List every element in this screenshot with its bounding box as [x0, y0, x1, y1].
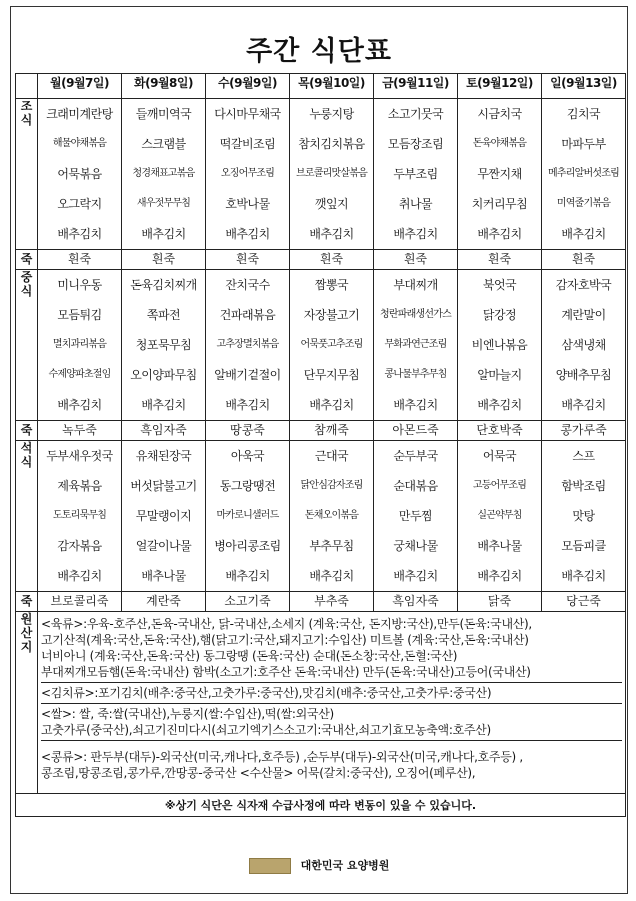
- porridge-label: 죽: [16, 421, 38, 441]
- menu-item: 동그랑땡전: [219, 479, 276, 493]
- menu-item: 시금치국: [477, 107, 522, 121]
- menu-item: 소고기뭇국: [387, 107, 444, 121]
- menu-item: 배추김치: [57, 398, 102, 412]
- menu-item: 북엇국: [482, 278, 517, 292]
- menu-item: 순두부국: [393, 449, 438, 463]
- menu-item: 배추김치: [225, 227, 270, 241]
- menu-item: 청경채표고볶음: [132, 168, 195, 179]
- menu-item: 배추김치: [57, 569, 102, 583]
- notice-text: ※상기 식단은 식자재 수급사정에 따라 변동이 있을 수 있습니다.: [16, 794, 626, 817]
- menu-item: 미역줄기볶음: [556, 198, 611, 209]
- day-header: 수(9월9일): [206, 74, 290, 99]
- menu-item: 호박나물: [225, 197, 270, 211]
- menu-item: 돈채오이볶음: [304, 510, 359, 521]
- menu-item: 깻잎지: [314, 197, 349, 211]
- menu-item: 삼색냉채: [561, 338, 606, 352]
- lunch-label: 중 식: [16, 270, 38, 421]
- menu-item: 메추리알버섯조림: [548, 168, 619, 179]
- menu-item: 누룽지탕: [309, 107, 354, 121]
- menu-item: 배추김치: [57, 227, 102, 241]
- menu-item: 배추김치: [141, 398, 186, 412]
- footer: [11, 857, 627, 875]
- menu-item: 떡갈비조림: [219, 137, 276, 151]
- menu-item: 쪽파전: [146, 308, 181, 322]
- menu-item: 멸치과리볶음: [52, 339, 107, 350]
- menu-item: 얼갈이나물: [135, 539, 192, 553]
- menu-item: 배추김치: [141, 227, 186, 241]
- menu-item: 두부새우젓국: [46, 449, 113, 463]
- lunch-cell: [458, 270, 542, 421]
- day-header: 목(9월10일): [290, 74, 374, 99]
- menu-item: 배추김치: [225, 569, 270, 583]
- menu-item: 콩나물부추무침: [384, 369, 447, 380]
- page-title: 주간 식단표: [246, 36, 392, 67]
- menu-item: 배추김치: [477, 569, 522, 583]
- porridge-cell: 계란죽: [122, 592, 206, 612]
- corner-cell: [16, 74, 38, 99]
- porridge-cell: 닭죽: [458, 592, 542, 612]
- menu-item: 무말랭이지: [135, 509, 192, 523]
- menu-item: 아욱국: [230, 449, 265, 463]
- menu-item: 배추김치: [561, 227, 606, 241]
- porridge-cell: 아몬드죽: [374, 421, 458, 441]
- lunch-cell: [206, 270, 290, 421]
- menu-item: 자장불고기: [303, 308, 360, 322]
- dinner-cell: [206, 441, 290, 592]
- menu-item: 양배추무침: [555, 368, 612, 382]
- menu-item: 닭강정: [482, 308, 517, 322]
- menu-item: 순대볶음: [393, 479, 438, 493]
- porridge-cell: 흑임자죽: [122, 421, 206, 441]
- day-header: 금(9월11일): [374, 74, 458, 99]
- dinner-cell: [542, 441, 626, 592]
- menu-item: 돈육야채볶음: [472, 138, 527, 149]
- dinner-cell: [38, 441, 122, 592]
- lunch-cell: [290, 270, 374, 421]
- breakfast-cell: [122, 99, 206, 250]
- menu-item: 배추김치: [477, 398, 522, 412]
- menu-item: 무짠지채: [477, 167, 522, 181]
- porridge-cell: 소고기죽: [206, 592, 290, 612]
- porridge-cell: 브로콜리죽: [38, 592, 122, 612]
- breakfast-cell: [374, 99, 458, 250]
- notice-row: [16, 794, 626, 817]
- lunch-porridge-row: [16, 421, 626, 441]
- dinner-porridge-row: [16, 592, 626, 612]
- day-header: 월(9월7일): [38, 74, 122, 99]
- menu-item: 모듬장조림: [387, 137, 444, 151]
- porridge-cell: 흰죽: [290, 250, 374, 270]
- breakfast-cell: [542, 99, 626, 250]
- menu-page: [10, 6, 628, 894]
- dinner-label: 석 식: [16, 441, 38, 592]
- dinner-cell: [374, 441, 458, 592]
- menu-item: 마카로니샐러드: [216, 510, 279, 521]
- menu-item: 단무지무침: [303, 368, 360, 382]
- day-header: 토(9월12일): [458, 74, 542, 99]
- hospital-name: 대한민국 요양병원: [300, 859, 390, 872]
- menu-item: 건파래볶음: [219, 308, 276, 322]
- breakfast-cell: [38, 99, 122, 250]
- menu-item: 배추김치: [477, 227, 522, 241]
- porridge-cell: 콩가루죽: [542, 421, 626, 441]
- menu-item: 배추김치: [393, 227, 438, 241]
- menu-item: 들깨미역국: [135, 107, 192, 121]
- menu-item: 배추김치: [393, 398, 438, 412]
- menu-item: 짬뽕국: [314, 278, 349, 292]
- menu-item: 치커리무침: [471, 197, 528, 211]
- menu-item: 청포묵무침: [135, 338, 192, 352]
- menu-item: 감자호박국: [555, 278, 612, 292]
- menu-item: 브로콜리맛살볶음: [296, 168, 367, 179]
- porridge-label: 죽: [16, 250, 38, 270]
- day-header: 화(9월8일): [122, 74, 206, 99]
- menu-item: 배추김치: [225, 398, 270, 412]
- porridge-cell: 흰죽: [206, 250, 290, 270]
- lunch-row: [16, 270, 626, 421]
- menu-item: 실곤약무침: [477, 510, 522, 521]
- menu-item: 알배기겉절이: [214, 368, 281, 382]
- menu-item: 감자볶음: [57, 539, 102, 553]
- menu-item: 오그락지: [57, 197, 102, 211]
- menu-item: 배추김치: [309, 569, 354, 583]
- menu-item: 궁채나물: [393, 539, 438, 553]
- menu-item: 스프: [572, 449, 595, 463]
- menu-item: 두부조림: [393, 167, 438, 181]
- porridge-cell: 녹두죽: [38, 421, 122, 441]
- menu-item: 고추장멸치볶음: [216, 339, 279, 350]
- breakfast-cell: [290, 99, 374, 250]
- porridge-cell: 흰죽: [458, 250, 542, 270]
- menu-item: 잔치국수: [225, 278, 270, 292]
- dinner-row: [16, 441, 626, 592]
- porridge-cell: 땅콩죽: [206, 421, 290, 441]
- menu-item: 버섯닭불고기: [130, 479, 197, 493]
- menu-item: 새우젓무무침: [136, 198, 191, 209]
- menu-item: 배추나물: [477, 539, 522, 553]
- menu-item: 크래미계란탕: [46, 107, 113, 121]
- menu-item: 고등어무조림: [472, 480, 527, 491]
- origin-kimchi: <김치류>:포기김치(배추:중국산,고춧가루:중국산),맛김치(배추:중국산,고춧가루:중국산): [41, 683, 622, 704]
- breakfast-cell: [458, 99, 542, 250]
- menu-item: 닭안심감자조림: [300, 480, 363, 491]
- menu-item: 어묵볶음: [57, 167, 102, 181]
- breakfast-label: 조 식: [16, 99, 38, 250]
- porridge-cell: 참깨죽: [290, 421, 374, 441]
- menu-item: 배추김치: [309, 398, 354, 412]
- menu-item: 청란파래생선가스: [380, 309, 451, 320]
- lunch-cell: [122, 270, 206, 421]
- porridge-cell: 흰죽: [122, 250, 206, 270]
- menu-item: 어묵풋고추조림: [300, 339, 363, 350]
- menu-item: 병아리콩조림: [214, 539, 281, 553]
- porridge-cell: 흰죽: [542, 250, 626, 270]
- menu-item: 근대국: [314, 449, 349, 463]
- menu-item: 유채된장국: [135, 449, 192, 463]
- menu-item: 취나물: [398, 197, 433, 211]
- lunch-cell: [38, 270, 122, 421]
- menu-item: 만두찜: [398, 509, 433, 523]
- origin-meat: <육류>:우육-호주산,돈육-국내산, 닭-국내산,소세지 (계육:국산, 돈지방:국산),만두(돈육:국내산), 고기산적(계육:국산,돈육:국산),햄(닭고기:국산,돼지고기:수입산) 미트볼 (계육:국산,돈육:국내산) 너비아니 (계육:국산,돈육:국산) 동그랑땡 (돈육:국산) 순대(돈소창:국산,돈혈:국산) 부대찌개모듬햄(돈육:국내산) 함박(소고기:호주산 돈육:국내산) 만두(돈육:국내산)고등어(국내산): [41, 614, 622, 683]
- menu-item: 제육볶음: [57, 479, 102, 493]
- porridge-cell: 단호박죽: [458, 421, 542, 441]
- porridge-cell: 흑임자죽: [374, 592, 458, 612]
- lunch-cell: [542, 270, 626, 421]
- menu-item: 도토리묵무침: [52, 510, 107, 521]
- menu-item: 스크램블: [141, 137, 186, 151]
- menu-item: 배추김치: [393, 569, 438, 583]
- hospital-logo-icon: [249, 858, 291, 874]
- dinner-cell: [290, 441, 374, 592]
- weekly-menu-table: [15, 73, 626, 817]
- day-header: 일(9월13일): [542, 74, 626, 99]
- breakfast-porridge-row: [16, 250, 626, 270]
- origin-beans: <콩류>: 판두부(대두)-외국산(미국,캐나다,호주등) ,순두부(대두)-외국산(미국,캐나다,호주등) , 콩조림,땅콩조림,콩가루,깐땅콩-중국산 <수산물> 어묵(갈치:중국산), 오징어(페루산),: [41, 750, 523, 780]
- breakfast-cell: [206, 99, 290, 250]
- menu-item: 참치김치볶음: [298, 137, 365, 151]
- menu-item: 김치국: [566, 107, 601, 121]
- breakfast-row: [16, 99, 626, 250]
- menu-item: 비엔나볶음: [471, 338, 528, 352]
- menu-item: 미니우동: [57, 278, 102, 292]
- menu-item: 수제양파초절임: [48, 369, 111, 380]
- menu-item: 계란말이: [561, 308, 606, 322]
- menu-item: 모듬피클: [561, 539, 606, 553]
- origin-info: [38, 612, 626, 794]
- menu-item: 오징어무조림: [220, 168, 275, 179]
- menu-item: 마파두부: [561, 137, 606, 151]
- menu-item: 해물야채볶음: [52, 138, 107, 149]
- menu-item: 맛탕: [572, 509, 595, 523]
- porridge-label: 죽: [16, 592, 38, 612]
- origin-row: [16, 612, 626, 794]
- menu-item: 돈육김치찌개: [130, 278, 197, 292]
- menu-item: 오이양파무침: [130, 368, 197, 382]
- dinner-cell: [458, 441, 542, 592]
- menu-item: 모듬튀김: [57, 308, 102, 322]
- menu-item: 함박조림: [561, 479, 606, 493]
- porridge-cell: 부추죽: [290, 592, 374, 612]
- menu-item: 알마늘지: [477, 368, 522, 382]
- origin-rice: <쌀>: 쌀, 죽:쌀(국내산),누룽지(쌀:수입산),떡(쌀:외국산) 고춧가루(중국산),쇠고기진미다시(쇠고기엑기스소고기:국내산,쇠고기효모농축액:호주산): [41, 704, 622, 741]
- menu-item: 다시마무채국: [214, 107, 281, 121]
- menu-item: 부추무침: [309, 539, 354, 553]
- menu-item: 어묵국: [482, 449, 517, 463]
- menu-item: 배추김치: [561, 398, 606, 412]
- lunch-cell: [374, 270, 458, 421]
- porridge-cell: 흰죽: [38, 250, 122, 270]
- origin-label: 원 산 지: [16, 612, 38, 794]
- menu-item: 배추김치: [561, 569, 606, 583]
- dinner-cell: [122, 441, 206, 592]
- porridge-cell: 당근죽: [542, 592, 626, 612]
- menu-item: 무화과연근조림: [384, 339, 447, 350]
- porridge-cell: 흰죽: [374, 250, 458, 270]
- menu-item: 배추나물: [141, 569, 186, 583]
- menu-item: 부대찌개: [393, 278, 438, 292]
- menu-item: 배추김치: [309, 227, 354, 241]
- header-row: [16, 74, 626, 99]
